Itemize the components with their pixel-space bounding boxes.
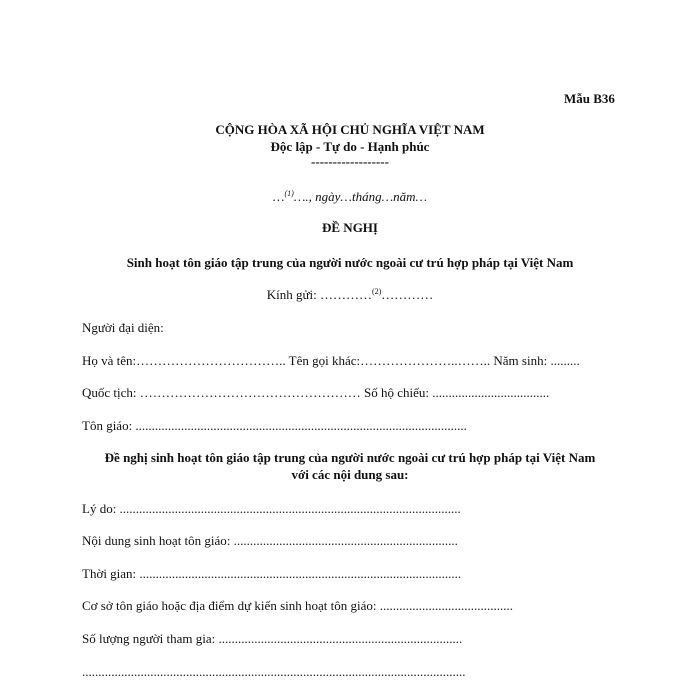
time-field: Thời gian: ................................................................................................... — [82, 566, 462, 581]
country-header: CỘNG HÒA XÃ HỘI CHỦ NGHĨA VIỆT NAM — [215, 122, 485, 137]
document-subtitle: Sinh hoạt tôn giáo tập trung của người nước ngoài cư trú hợp pháp tại Việt Nam — [126, 255, 574, 270]
participants-field: Số lượng người tham gia: ........................................................................... — [82, 631, 463, 646]
nationality-field: Quốc tịch: …………………………………………… Số hộ chiếu: .................................... — [82, 385, 550, 400]
name-field: Họ và tên:…………………………….. Tên gọi khác:…………………..…….. Năm sinh: ......... — [82, 353, 580, 368]
recipient-line — [0, 287, 700, 303]
content-field: Nội dung sinh hoạt tôn giáo: ..................................................................... — [82, 533, 458, 548]
date-line — [0, 189, 700, 205]
motto: Độc lập - Tự do - Hạnh phúc — [270, 139, 430, 154]
religion-field: Tôn giáo: ...................................................................................................... — [82, 418, 467, 433]
recipient-tail: ………… — [381, 287, 434, 302]
venue-field: Cơ sở tôn giáo hoặc địa điểm dự kiến sinh hoạt tôn giáo: ......................................... — [82, 598, 513, 613]
request-heading-line2: với các nội dung sau: — [291, 467, 409, 482]
date-prefix: … — [272, 189, 285, 204]
document-title: ĐỀ NGHỊ — [322, 220, 378, 235]
recipient-label: Kính gửi: ………… — [266, 287, 372, 302]
form-code: Mẫu B36 — [564, 91, 615, 106]
footnote-2: (2) — [371, 287, 382, 296]
footnote-1: (1) — [284, 189, 294, 198]
blank-line: ...................................................................................................................... — [82, 664, 466, 679]
date-suffix: …., ngày…tháng…năm… — [293, 189, 428, 204]
representative-label: Người đại diện: — [82, 320, 164, 335]
request-heading-line1: Đề nghị sinh hoạt tôn giáo tập trung của người nước ngoài cư trú hợp pháp tại Việt Nam — [104, 450, 596, 465]
reason-field: Lý do: ......................................................................................................... — [82, 501, 461, 516]
header-rule: ------------------ — [311, 154, 389, 169]
